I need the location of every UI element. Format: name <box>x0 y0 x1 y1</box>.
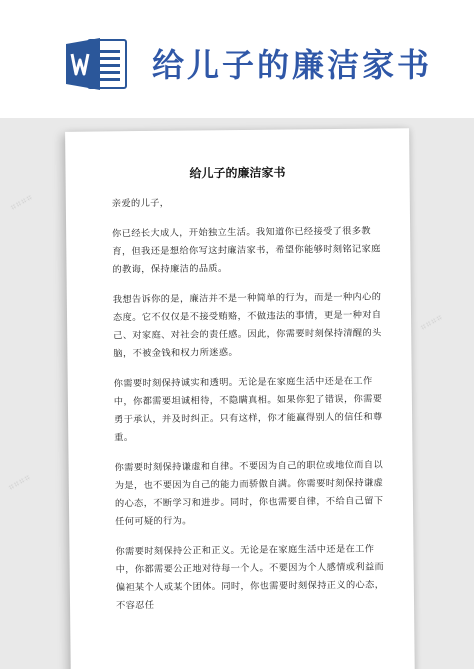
paragraph: 你已经长大成人，开始独立生活。我知道你已经接受了很多教育，但我还是想给你写这封廉洁家书，希望你能够时刻铭记家庭的教诲，保持廉洁的品质。 <box>112 225 381 276</box>
page-title: 给儿子的廉洁家书 <box>152 46 433 84</box>
watermark: ⌗⌗⌗⌗ <box>7 472 34 494</box>
watermark: ⌗⌗⌗⌗ <box>419 312 446 334</box>
document-title: 给儿子的廉洁家书 <box>189 165 286 181</box>
paragraph: 我想告诉你的是，廉洁并不是一种简单的行为，而是一种内心的态度。它不仅仅是不接受贿赂，不做违法的事情，更是一种对自己、对家庭、对社会的责任感。因此，你需要时刻保持清醒的头脑，不被金钱和权力所迷惑。 <box>112 291 382 360</box>
header <box>0 0 474 118</box>
paragraph: 你需要时刻保持公正和正义。无论是在家庭生活中还是在工作中，你都需要公正地对待每一个人。不要因为个人感情或利益而偏袒某个人或某个团体。同时，你也需要时刻保持正义的心态，不容忍任 <box>115 543 385 612</box>
word-document-icon <box>66 36 128 92</box>
salutation: 亲爱的儿子， <box>111 197 170 210</box>
watermark: ⌗⌗⌗⌗ <box>9 192 36 214</box>
document-preview-area <box>0 118 474 669</box>
document-body <box>112 192 395 627</box>
paragraph: 你需要时刻保持诚实和透明。无论是在家庭生活中还是在工作中，你都需要坦诚相待，不隐瞒真相。如果你犯了错误，你需要勇于承认，并及时纠正。只有这样，你才能赢得别人的信任和尊重。 <box>113 375 383 444</box>
document-page <box>65 128 415 669</box>
paragraph: 你需要时刻保持谦虚和自律。不要因为自己的职位或地位而自以为是，也不要因为自己的能力而骄傲自满。你需要时刻保持谦虚的心态，不断学习和进步。同时，你也需要自律，不给自己留下任何可疑的行为。 <box>114 459 384 528</box>
